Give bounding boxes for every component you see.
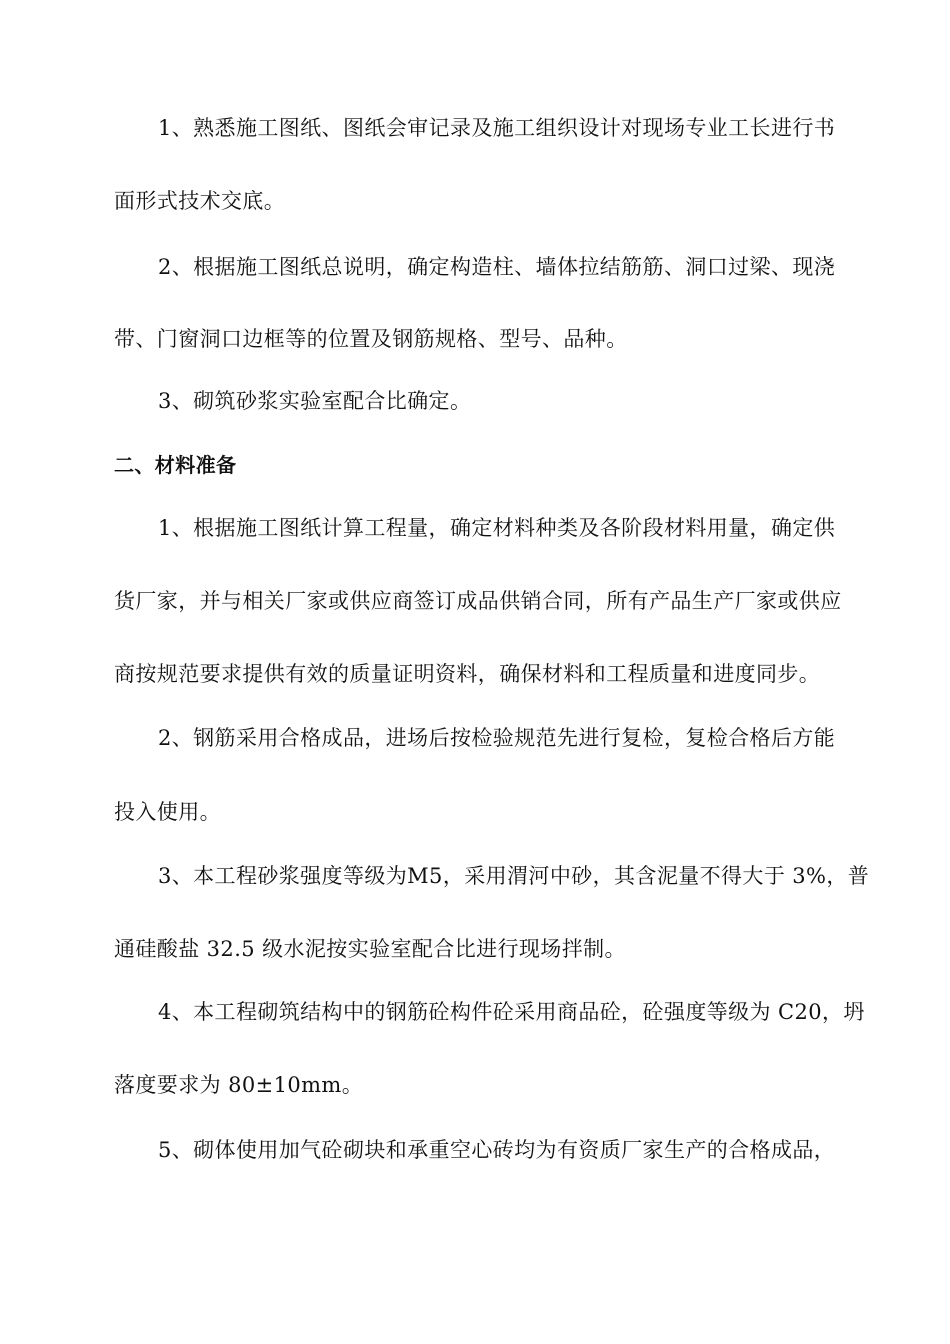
paragraph-2-line-2: 带、门窗洞口边框等的位置及钢筋规格、型号、品种。 <box>114 327 628 351</box>
paragraph-7-line-1: 4、本工程砌筑结构中的钢筋砼构件砼采用商品砼，砼强度等级为 C20，坍 <box>158 1000 865 1024</box>
paragraph-1-line-2: 面形式技术交底。 <box>114 189 286 213</box>
paragraph-6-line-1: 3、本工程砂浆强度等级为M5，采用渭河中砂，其含泥量不得大于 3%，普 <box>158 864 870 888</box>
paragraph-4-line-3: 商按规范要求提供有效的质量证明资料，确保材料和工程质量和进度同步。 <box>114 662 821 686</box>
paragraph-4-line-2: 货厂家，并与相关厂家或供应商签订成品供销合同，所有产品生产厂家或供应 <box>114 589 842 613</box>
paragraph-5-line-1: 2、钢筋采用合格成品，进场后按检验规范先进行复检，复检合格后方能 <box>158 726 836 750</box>
paragraph-2-line-1: 2、根据施工图纸总说明，确定构造柱、墙体拉结筋筋、洞口过梁、现浇 <box>158 255 836 279</box>
paragraph-3-line-1: 3、砌筑砂浆实验室配合比确定。 <box>158 389 472 413</box>
paragraph-4-line-1: 1、根据施工图纸计算工程量，确定材料种类及各阶段材料用量，确定供 <box>158 516 836 540</box>
section-heading-materials: 二、材料准备 <box>114 453 237 477</box>
paragraph-5-line-2: 投入使用。 <box>114 800 221 824</box>
paragraph-6-line-2: 通硅酸盐 32.5 级水泥按实验室配合比进行现场拌制。 <box>114 937 626 961</box>
paragraph-1-line-1: 1、熟悉施工图纸、图纸会审记录及施工组织设计对现场专业工长进行书 <box>158 116 836 140</box>
paragraph-7-line-2: 落度要求为 80±10mm。 <box>114 1073 364 1097</box>
paragraph-8-line-1: 5、砌体使用加气砼砌块和承重空心砖均为有资质厂家生产的合格成品， <box>158 1138 836 1162</box>
